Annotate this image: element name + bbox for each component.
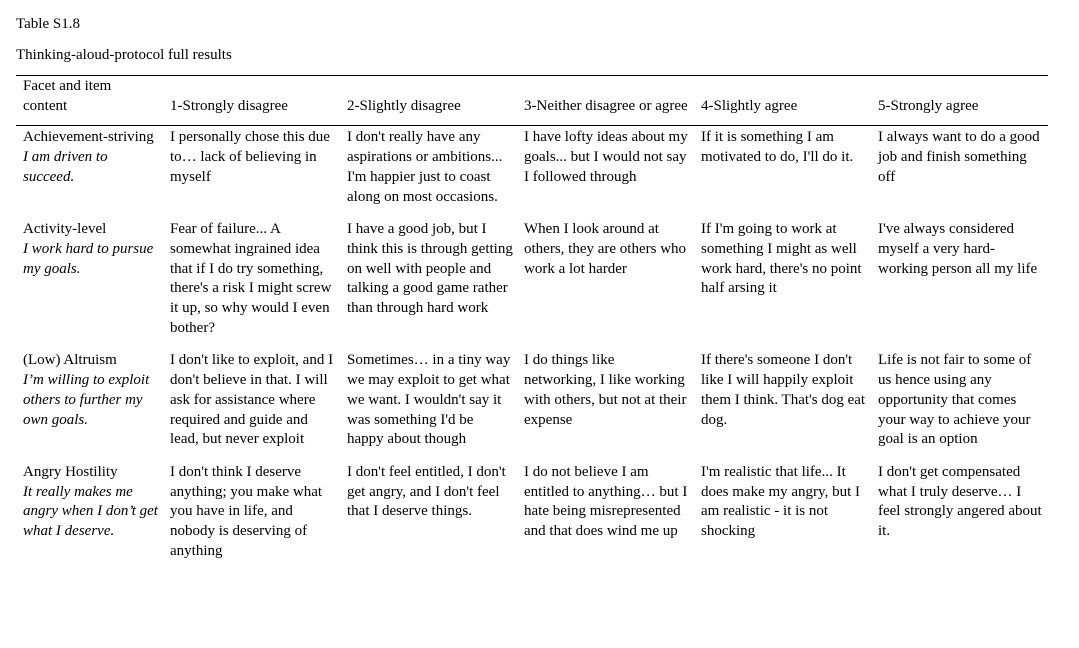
table-caption: Thinking-aloud-protocol full results (16, 47, 232, 63)
response-cell: I don't really have any aspirations or ambitions... I'm happier just to coast along on most occasions. (347, 129, 503, 205)
response-cell: If I'm going to work at something I might as well work hard, there's no point half arsing it (701, 221, 862, 297)
response-cell: I always want to do a good job and finish something off (878, 129, 1040, 185)
facet-name: Achievement-striving (23, 129, 154, 146)
table-header (16, 76, 1048, 126)
response-cell: Fear of failure... A somewhat ingrained idea that if I do try something, there's a risk I might screw it up, so why would I even bother? (170, 221, 332, 336)
response-cell: If there's someone I don't like I will happily exploit them I think. That's dog eat dog. (701, 352, 866, 428)
response-cell: I've always considered myself a very hard-working person all my life (878, 221, 1038, 277)
header-row (16, 76, 1048, 126)
results-table (16, 75, 1048, 572)
header-facet: Facet and item content (23, 78, 112, 114)
response-cell: I don't like to exploit, and I don't believe in that. I will ask for assistance where required and guide and lead, but never exploit (170, 352, 334, 448)
header-strongly-agree: 5-Strongly agree (878, 97, 979, 114)
facet-name: Activity-level (23, 221, 107, 238)
response-cell: If it is something I am motivated to do, I'll do it. (701, 129, 854, 166)
facet-name: (Low) Altruism (23, 352, 117, 369)
facet-cell (16, 218, 163, 349)
response-cell: I personally chose this due to… lack of believing in myself (170, 129, 330, 185)
facet-item: I work hard to pursue my goals. (23, 240, 154, 277)
response-cell: Life is not fair to some of us hence using any opportunity that comes your way to achieve your goal is an option (878, 352, 1032, 448)
facet-item: I am driven to succeed. (23, 149, 108, 185)
response-cell: I don't think I deserve anything; you make what you have in life, and nobody is deserving of anything (170, 463, 323, 559)
table-body (16, 126, 1048, 573)
response-cell: I have lofty ideas about my goals... but I would not say I followed through (524, 129, 688, 185)
facet-item: I’m willing to exploit others to further my own goals. (23, 372, 150, 428)
response-cell: I have a good job, but I think this is through getting on well with people and talking a good game rather than through hard work (347, 221, 513, 317)
header-strongly-disagree: 1-Strongly disagree (170, 97, 288, 114)
response-cell: When I look around at others, they are others who work a lot harder (524, 221, 687, 277)
table-row (16, 349, 1048, 461)
facet-cell (16, 461, 163, 573)
header-slightly-agree: 4-Slightly agree (701, 97, 798, 114)
header-slightly-disagree: 2-Slightly disagree (347, 97, 461, 114)
facet-cell (16, 126, 163, 218)
table-row (16, 126, 1048, 218)
table-label: Table S1.8 (16, 16, 80, 32)
header-neither: 3-Neither disagree or agree (524, 97, 688, 114)
response-cell: I don't feel entitled, I don't get angry, and I don't feel that I deserve things. (347, 463, 506, 520)
response-cell: I do not believe I am entitled to anything… but I hate being misrepresented and that does wind me up (524, 463, 688, 540)
response-cell: Sometimes… in a tiny way we may exploit to get what we want. I wouldn't say it was something I'd be happy about though (347, 352, 511, 448)
table-row (16, 218, 1048, 349)
response-cell: I do things like networking, I like working with others, but not at their expense (524, 352, 687, 428)
facet-item: It really makes me angry when I don’t get what I deserve. (23, 483, 158, 540)
facet-cell (16, 349, 163, 461)
table-row (16, 461, 1048, 573)
response-cell: I don't get compensated what I truly deserve… I feel strongly angered about it. (878, 463, 1042, 540)
response-cell: I'm realistic that life... It does make my angry, but I am realistic - it is not shocking (701, 463, 860, 540)
facet-name: Angry Hostility (23, 463, 118, 480)
